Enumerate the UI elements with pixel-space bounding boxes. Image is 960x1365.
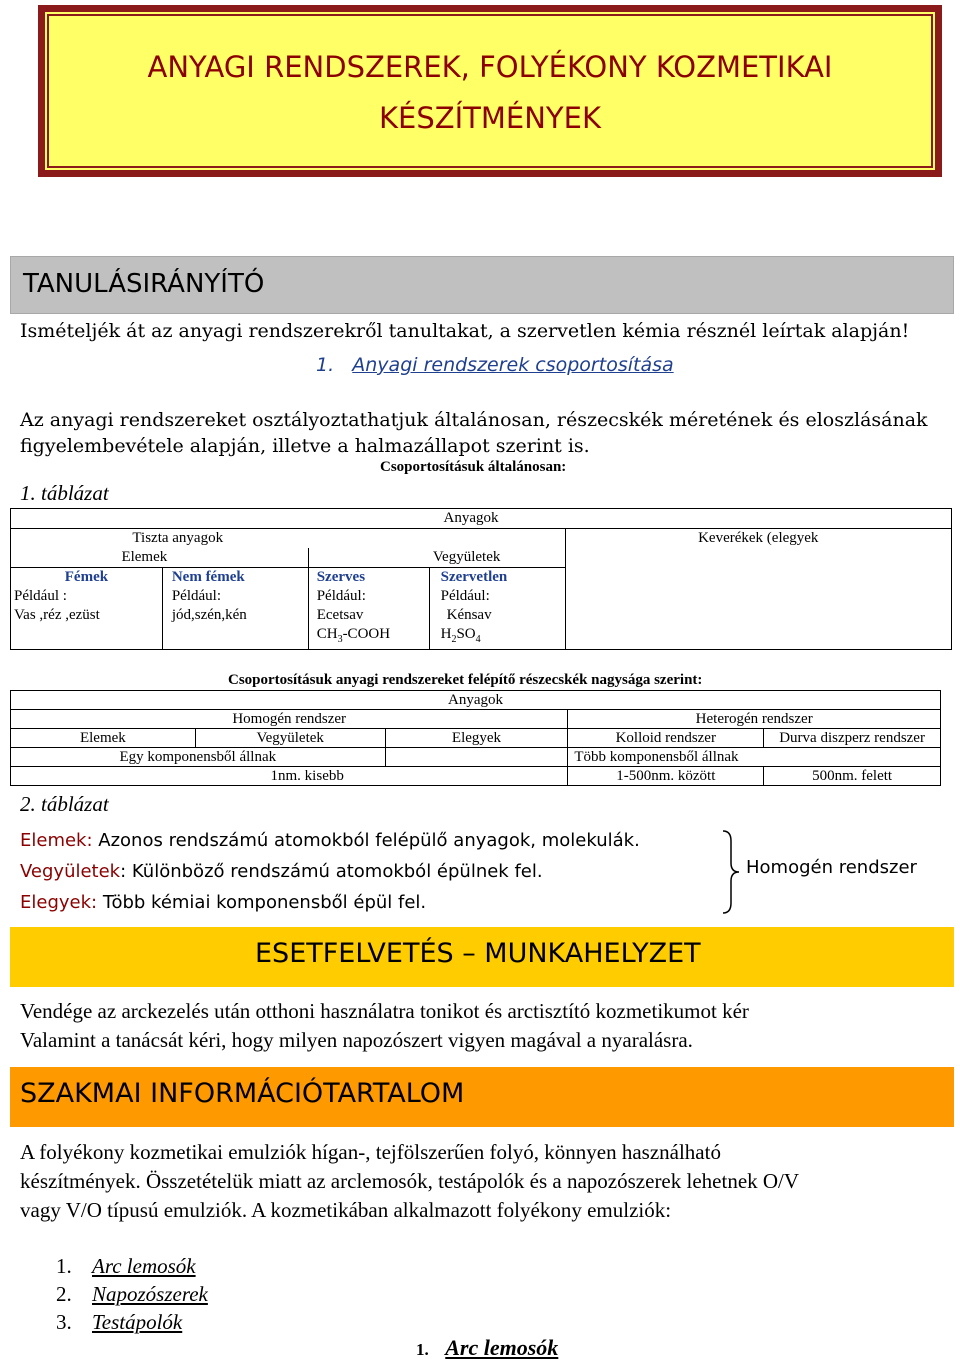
t1-szerves-l2: Ecetsav <box>316 607 364 623</box>
table-2 <box>10 690 941 786</box>
section3-paragraph <box>20 1138 799 1225</box>
intro-text: Ismételjék át az anyagi rendszerekről tanultakat, a szervetlen kémia résznél leírtak alapján! <box>20 320 910 342</box>
sub-heading-number: 1. <box>416 1340 429 1359</box>
item-title: Anyagi rendszerek csoportosítása <box>352 354 674 376</box>
t2-size2: 1-500nm. között <box>568 767 764 786</box>
t1-nemfemek-cell <box>162 568 308 650</box>
t1-szerves-formula: $CH_3$-COOH <box>316 626 391 645</box>
section3-heading-text: SZAKMAI INFORMÁCIÓTARTALOM <box>20 1078 465 1109</box>
title-box <box>38 5 942 177</box>
list-item: 1. Arc lemosók <box>56 1254 196 1278</box>
item-number: 1. <box>316 354 335 376</box>
t2-cell-durva: Durva diszperz rendszer <box>764 729 941 748</box>
list-item: 2. Napozószerek <box>56 1282 208 1306</box>
t2-empty <box>385 748 568 767</box>
section2-line-1: Vendége az arckezelés után otthoni használatra tonikot és arctisztító kozmetikumot kér <box>20 999 749 1023</box>
t1-keverekek: Keverékek (elegyek <box>565 529 951 650</box>
t1-szerves-l1: Például: <box>316 588 366 604</box>
section-heading-szakmai <box>10 1067 954 1127</box>
list-item: 3. Testápolók <box>56 1310 183 1334</box>
sub-heading-title: Arc lemosók <box>445 1335 559 1360</box>
emulsion-list <box>56 1252 208 1336</box>
section-heading-text: TANULÁSIRÁNYÍTÓ <box>23 269 265 299</box>
t1-szerves-head: Szerves <box>316 569 366 585</box>
t1-nemfemek-l2: jód,szén,kén <box>171 607 247 623</box>
t1-szervetlen-head: Szervetlen <box>440 569 508 585</box>
t1-szervetlen-l1: Például: <box>440 588 490 604</box>
definition-vegyuletek: Vegyületek: Különböző rendszámú atomokból épülnek fel. <box>20 861 543 882</box>
t1-tiszta: Tiszta anyagok <box>11 529 566 549</box>
t2-cell-elemek: Elemek <box>11 729 196 748</box>
paragraph-line-1: Az anyagi rendszereket osztályoztathatjuk általánosan, részecskék méretének és eloszlásának <box>20 409 928 431</box>
t2-heterogen: Heterogén rendszer <box>568 710 941 729</box>
t1-szervetlen-l2: Kénsav <box>446 607 492 623</box>
t1-femek-l2: Vas ,réz ,ezüst <box>14 607 100 623</box>
t2-size1: 1nm. kisebb <box>11 767 568 786</box>
t1-nemfemek-l1: Például: <box>171 588 221 604</box>
t2-size3: 500nm. felett <box>764 767 941 786</box>
table2-caption: Csoportosításuk anyagi rendszereket felépítő részecskék nagysága szerint: <box>228 672 703 688</box>
table2-label: 2. táblázat <box>20 792 109 816</box>
paragraph-intro <box>20 407 928 459</box>
item-heading <box>316 354 674 376</box>
section-heading-tanulasiranyito <box>10 256 954 314</box>
definition-elemek: Elemek: Azonos rendszámú atomokból felépülő anyagok, molekulák. <box>20 830 640 851</box>
table1-label: 1. táblázat <box>20 481 109 505</box>
t2-homogen: Homogén rendszer <box>11 710 568 729</box>
t1-femek-head: Fémek <box>64 569 109 585</box>
section-heading-esetfelvetes <box>10 927 954 987</box>
curly-brace-icon <box>715 829 745 915</box>
t1-elemek: Elemek <box>11 548 309 568</box>
title-line-2: KÉSZÍTMÉNYEK <box>379 101 601 135</box>
t2-tobb: Több komponensből állnak <box>568 748 941 767</box>
definition-elegyek: Elegyek: Több kémiai komponensből épül fel. <box>20 892 427 913</box>
table-1 <box>10 508 952 650</box>
t1-szervetlen-cell <box>429 568 565 650</box>
t2-cell-kolloid: Kolloid rendszer <box>568 729 764 748</box>
title-line-1: ANYAGI RENDSZEREK, FOLYÉKONY KOZMETIKAI <box>147 50 833 84</box>
t1-szerves-cell <box>308 568 429 650</box>
section3-line-3: vagy V/O típusú emulziók. A kozmetikában alkalmazott folyékony emulziók: <box>20 1198 672 1222</box>
section2-paragraph <box>20 997 749 1055</box>
section2-line-2: Valamint a tanácsát kéri, hogy milyen napozószert vigyen magával a nyaralásra. <box>20 1028 693 1052</box>
section3-line-1: A folyékony kozmetikai emulziók hígan-, tejfölszerűen folyó, könnyen használható <box>20 1140 721 1164</box>
table1-caption: Csoportosításuk általánosan: <box>380 459 567 475</box>
t1-femek-l1: Például : <box>14 588 67 604</box>
t1-szervetlen-formula: $H_2SO_4$ <box>440 626 481 645</box>
t2-egy: Egy komponensből állnak <box>11 748 386 767</box>
t1-anyagok: Anyagok <box>11 509 952 529</box>
section3-line-2: készítmények. Összetételük miatt az arclemosók, testápolók és a napozószerek lehetnek O/V <box>20 1169 800 1193</box>
t2-cell-elegyek: Elegyek <box>385 729 568 748</box>
paragraph-line-2: figyelembevétele alapján, illetve a halmazállapot szerint is. <box>20 435 590 457</box>
definitions <box>20 825 640 918</box>
bracket-label: Homogén rendszer <box>746 857 917 878</box>
t2-cell-vegyuletek: Vegyületek <box>195 729 385 748</box>
section2-heading-text: ESETFELVETÉS – MUNKAHELYZET <box>255 938 701 969</box>
t1-nemfemek-head: Nem fémek <box>171 569 245 585</box>
t1-femek-cell <box>11 568 163 650</box>
sub-heading <box>416 1335 558 1361</box>
t1-vegyuletek: Vegyületek <box>308 548 565 568</box>
t2-anyagok: Anyagok <box>11 691 941 710</box>
